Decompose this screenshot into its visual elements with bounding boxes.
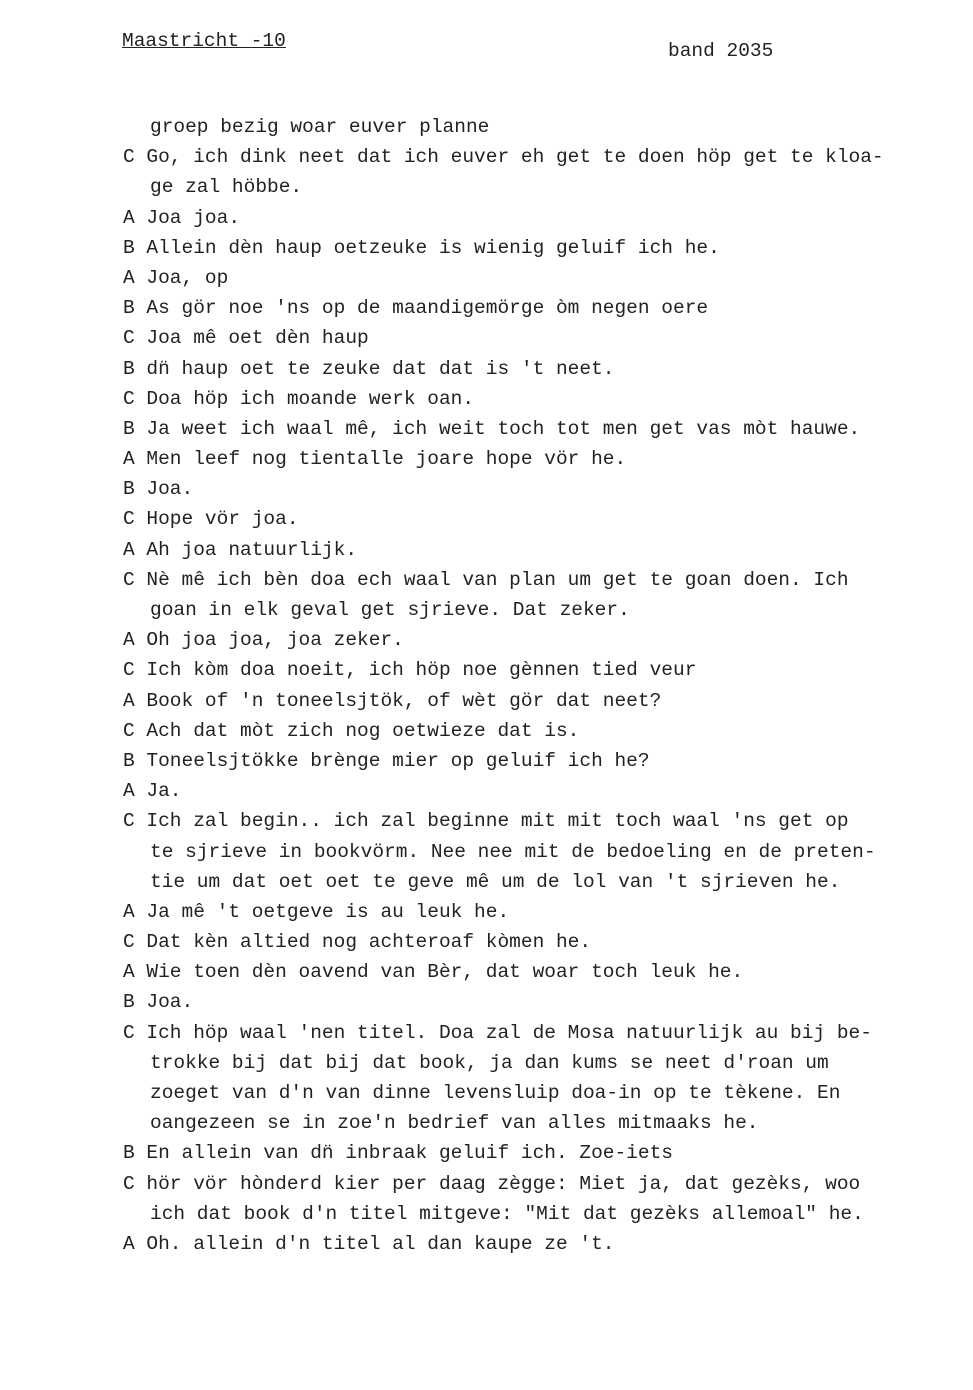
transcript-line: B dn̈ haup oet te zeuke dat dat is 't neet. xyxy=(123,357,615,380)
transcript-line: C Hope vör joa. xyxy=(123,508,299,531)
transcript-line: C Nè mê ich bèn doa ech waal van plan um get te goan doen. Ich xyxy=(123,568,849,591)
transcript-line: A Ja. xyxy=(123,780,182,803)
transcript-line: B As gör noe 'ns op de maandigemörge òm negen oere xyxy=(123,297,709,320)
transcript-line: B En allein van dn̈ inbraak geluif ich. Zoe-iets xyxy=(123,1142,673,1165)
transcript-line: ge zal höbbe. xyxy=(150,176,303,199)
transcript-line: te sjrieve in bookvörm. Nee nee mit de bedoeling en de preten- xyxy=(150,840,876,863)
transcript-line: A Wie toen dèn oavend van Bèr, dat woar toch leuk he. xyxy=(123,961,744,984)
transcript-line: A Book of 'n toneelsjtök, of wèt gör dat neet? xyxy=(123,689,662,712)
transcript-line: C Ich kòm doa noeit, ich höp noe gènnen tied veur xyxy=(123,659,697,682)
transcript-line: goan in elk geval get sjrieve. Dat zeker. xyxy=(150,599,630,621)
transcript-line: C Ich zal begin.. ich zal beginne mit mit toch waal 'ns get op xyxy=(123,810,849,833)
tape-number: band 2035 xyxy=(668,40,774,62)
transcript-line: A Men leef nog tientalle joare hope vör he. xyxy=(123,448,627,471)
transcript-line: A Ah joa natuurlijk. xyxy=(123,538,358,561)
transcript-line: A Ja mê 't oetgeve is au leuk he. xyxy=(123,900,510,923)
transcript-line: A Oh joa joa, joa zeker. xyxy=(123,629,404,652)
page-header-title: Maastricht -10 xyxy=(122,30,286,52)
transcript-line: C Joa mê oet dèn haup xyxy=(123,327,369,350)
transcript-line: groep bezig woar euver planne xyxy=(150,116,490,138)
transcript-body xyxy=(123,112,943,1259)
transcript-line: B Ja weet ich waal mê, ich weit toch tot men get vas mòt hauwe. xyxy=(123,417,861,440)
transcript-line: B Toneelsjtökke brènge mier op geluif ich he? xyxy=(123,749,650,772)
transcript-line: C Doa höp ich moande werk oan. xyxy=(123,387,475,410)
transcript-line: A Joa joa. xyxy=(123,206,241,229)
transcript-line: C Dat kèn altied nog achteroaf kòmen he. xyxy=(123,931,592,954)
transcript-line: B Joa. xyxy=(123,478,194,501)
transcript-line: C Ich höp waal 'nen titel. Doa zal de Mosa natuurlijk au bij be- xyxy=(123,1021,872,1044)
transcript-line: tie um dat oet oet te geve mê um de lol van 't sjrieven he. xyxy=(150,870,841,893)
transcript-line: C hör vör hònderd kier per daag zègge: Miet ja, dat gezèks, woo xyxy=(123,1172,861,1195)
transcript-line: trokke bij dat bij dat book, ja dan kums se neet d'roan um xyxy=(150,1051,829,1074)
transcript-line: C Ach dat mòt zich nog oetwieze dat is. xyxy=(123,719,580,742)
transcript-line: B Allein dèn haup oetzeuke is wienig geluif ich he. xyxy=(123,236,720,259)
transcript-line: zoeget van d'n van dinne levensluip doa-in op te tèkene. En xyxy=(150,1082,841,1104)
transcript-line: C Go, ich dink neet dat ich euver eh get te doen höp get te kloa- xyxy=(123,146,884,169)
transcript-line: A Oh. allein d'n titel al dan kaupe ze 't. xyxy=(123,1232,615,1255)
transcript-line: B Joa. xyxy=(123,991,194,1014)
transcript-line: oangezeen se in zoe'n bedrief van alles mitmaaks he. xyxy=(150,1112,759,1135)
transcript-line: ich dat book d'n titel mitgeve: "Mit dat gezèks allemoal" he. xyxy=(150,1202,864,1225)
transcript-line: A Joa, op xyxy=(123,266,229,289)
